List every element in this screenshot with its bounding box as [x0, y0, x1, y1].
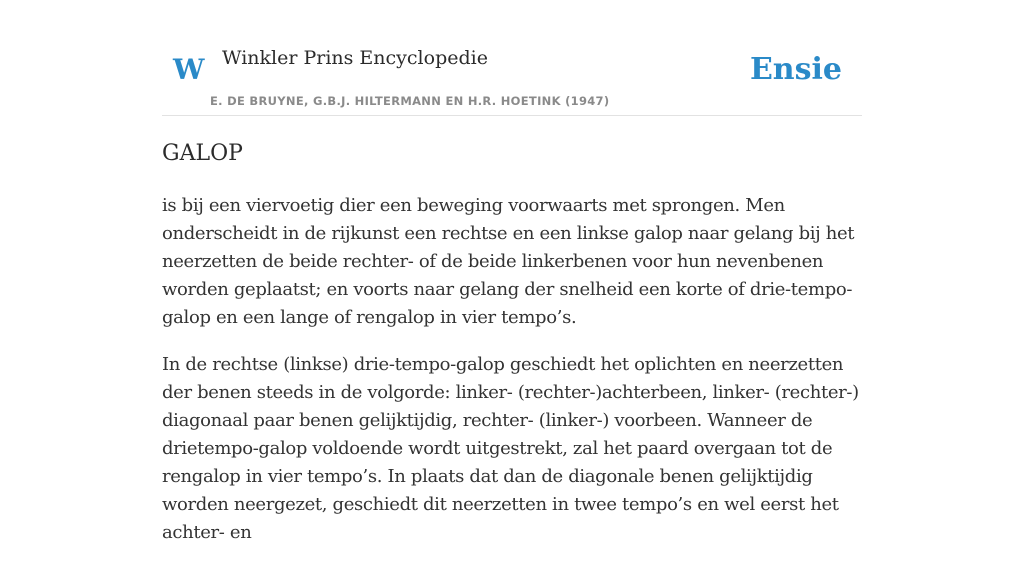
- header-divider: [162, 115, 862, 116]
- winkler-prins-logo[interactable]: W: [173, 53, 205, 86]
- entry-body: [162, 192, 862, 566]
- ensie-logo[interactable]: Ensie: [749, 52, 842, 87]
- authors-byline: E. DE BRUYNE, G.B.J. HILTERMANN EN H.R. HOETINK (1947): [210, 94, 610, 108]
- entry-title: GALOP: [162, 141, 243, 166]
- paragraph: In de rechtse (linkse) drie-tempo-galop geschiedt het oplichten en neerzetten der benen steeds in de volgorde: linker- (rechter-)achterbeen, linker- (rechter-) diagonaal paar benen gelijktijdig, rechter- (linker-) voorbeen. Wanneer de drietempo-galop voldoende wordt uitgestrekt, zal het paard overgaan tot de rengalop in vier tempo’s. In plaats dat dan de diagonale benen gelijktijdig worden neergezet, geschiedt dit neerzetten in twee tempo’s en wel eerst het achter- en: [162, 354, 859, 543]
- page: [162, 0, 862, 543]
- publication-title[interactable]: Winkler Prins Encyclopedie: [222, 47, 488, 69]
- paragraph: is bij een viervoetig dier een beweging voorwaarts met sprongen. Men onderscheidt in de rijkunst een rechtse en een linkse galop naar gelang bij het neerzetten de beide rechter- of de beide linkerbenen voor hun nevenbenen worden geplaatst; en voorts naar gelang der snelheid een korte of drie-tempo-galop en een lange of rengalop in vier tempo’s.: [162, 195, 855, 328]
